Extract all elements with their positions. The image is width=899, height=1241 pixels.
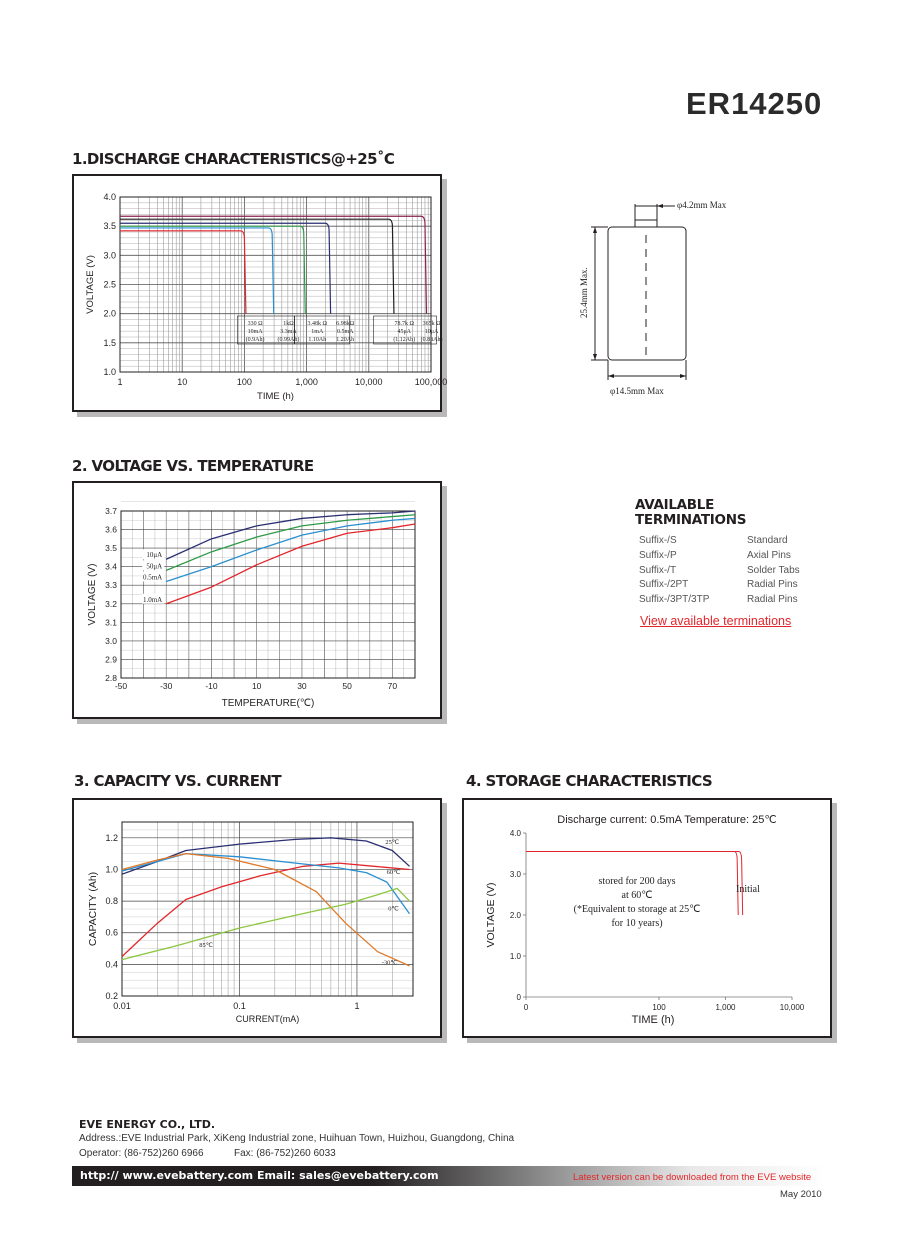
y-tick-label: 1.2 (105, 832, 118, 843)
x-tick-label: 10 (251, 681, 262, 691)
annotation: Initial (736, 884, 760, 895)
x-tick-label: 0.01 (113, 1001, 131, 1011)
series-label: 10μA (146, 551, 163, 560)
discharge-line (120, 219, 394, 314)
annotation: (*Equivalent to storage at 25℃ (573, 904, 701, 915)
discharge-load-label: 0.5mA (336, 329, 354, 335)
discharge-load-label: (0.99Ah) (277, 337, 300, 343)
x-tick-label: 1 (117, 377, 123, 387)
discharge-load-label: 1.20Ah (336, 337, 355, 343)
x-tick-label: 1,000 (715, 1003, 736, 1012)
terminal-diameter-label: φ4.2mm Max (677, 200, 727, 210)
x-tick-label: 10 (177, 377, 188, 387)
y-tick-label: 0.8 (105, 896, 118, 907)
x-tick-label: 0.1 (233, 1001, 246, 1011)
series-label: 25℃ (385, 839, 400, 847)
y-tick-label: 2.9 (105, 654, 117, 665)
y-tick-label: 2.8 (105, 673, 117, 683)
series-label: 0℃ (388, 905, 399, 913)
height-label: 25.4mm Max. (579, 267, 589, 318)
y-tick-label: 1.0 (105, 864, 118, 875)
discharge-chart-frame (72, 174, 448, 412)
y-tick-label: 0 (516, 993, 521, 1002)
x-tick-label: 70 (387, 681, 398, 691)
termination-type: Solder Tabs (747, 564, 800, 576)
latest-version-note: Latest version can be downloaded from the EVE website (573, 1172, 812, 1183)
series-label: 85℃ (199, 941, 214, 949)
termination-row (639, 593, 800, 608)
termination-suffix: Suffix-/3PT/3TP (639, 594, 710, 606)
discharge-load-label: 1mA (311, 329, 324, 335)
terminations-title-line2: TERMINATIONS (635, 512, 747, 528)
x-axis-label: TEMPERATURE(℃) (221, 698, 315, 709)
termination-row (639, 578, 800, 593)
x-axis-label: TIME (h) (257, 391, 294, 402)
x-tick-label: 50 (342, 681, 352, 691)
series-label: 50μA (146, 562, 163, 571)
model-number: ER14250 (686, 86, 823, 121)
document-date: May 2010 (780, 1189, 822, 1200)
website-email[interactable]: http:// www.evebattery.com Email: sales@evebattery.com (80, 1169, 439, 1182)
discharge-load-label: 6.98kΩ (336, 321, 355, 327)
termination-row (639, 549, 800, 564)
discharge-load-label: (1.12Ah) (393, 337, 416, 343)
annotation: stored for 200 days (598, 876, 676, 887)
y-tick-label: 1.0 (509, 952, 521, 961)
y-axis-label: VOLTAGE (V) (485, 882, 497, 948)
storage-chart-frame (462, 798, 832, 1038)
annotation: for 10 years) (611, 918, 663, 929)
series-label: 60℃ (386, 869, 401, 877)
annotation: at 60℃ (621, 890, 653, 901)
termination-type: Radial Pins (747, 594, 798, 606)
x-tick-label: 10,000 (355, 377, 383, 387)
y-tick-label: 2.0 (103, 308, 116, 319)
termination-suffix: Suffix-/2PT (639, 579, 689, 591)
y-axis-label: VOLTAGE (V) (87, 563, 98, 626)
discharge-load-label: 3.48k Ω (307, 321, 328, 327)
y-tick-label: 1.5 (103, 337, 116, 348)
x-tick-label: 1,000 (295, 377, 318, 387)
discharge-load-label: 78.7k Ω (394, 321, 414, 327)
discharge-load-label: 330 Ω (247, 321, 263, 327)
x-tick-label: -50 (114, 681, 128, 691)
discharge-load-label: (0.9Ah) (245, 337, 265, 343)
y-tick-label: 3.5 (105, 543, 117, 554)
storage-chart (464, 800, 830, 1036)
termination-suffix: Suffix-/T (639, 564, 677, 576)
x-tick-label: 1 (354, 1001, 360, 1011)
discharge-line (120, 226, 305, 314)
discharge-load-label: (0.88Ah) (420, 337, 443, 343)
discharge-load-label: 10mA (247, 329, 263, 335)
y-tick-label: 3.0 (509, 870, 521, 879)
y-axis-label: CAPACITY (Ah) (87, 871, 99, 947)
series-label: -30℃ (381, 959, 398, 967)
discharge-line (120, 223, 331, 313)
capacity-chart-frame (72, 798, 442, 1038)
capacity-series-line (122, 838, 410, 877)
voltage-temp-chart (74, 483, 440, 717)
y-tick-label: 2.0 (509, 911, 521, 920)
capacity-series-line (122, 854, 410, 914)
y-tick-label: 3.4 (105, 561, 117, 572)
y-tick-label: 0.2 (105, 991, 118, 1001)
section-title-voltage-temp: 2. VOLTAGE VS. TEMPERATURE (72, 457, 314, 475)
chart-title: Discharge current: 0.5mA Temperature: 25℃ (557, 814, 777, 826)
y-tick-label: 3.5 (103, 221, 116, 232)
y-tick-label: 0.4 (105, 959, 118, 970)
company-fax: Fax: (86-752)260 6033 (234, 1148, 336, 1159)
discharge-load-label: 3.3mA (280, 329, 297, 335)
termination-row (639, 564, 800, 579)
y-axis-label: VOLTAGE (V) (85, 255, 96, 314)
x-tick-label: 0 (523, 1003, 529, 1012)
capacity-series-line (122, 888, 410, 959)
y-tick-label: 3.0 (103, 250, 116, 261)
termination-suffix: Suffix-/P (639, 549, 677, 561)
termination-type: Axial Pins (747, 549, 791, 561)
terminations-title (635, 498, 746, 528)
section-title-discharge: 1.DISCHARGE CHARACTERISTICS@+25˚C (72, 150, 395, 168)
discharge-load-label: 1kΩ (283, 321, 294, 327)
y-tick-label: 2.5 (103, 279, 116, 290)
discharge-chart (74, 176, 448, 410)
y-tick-label: 3.3 (105, 580, 117, 591)
company-address: Address.:EVE Industrial Park, XiKeng Industrial zone, Huihuan Town, Huizhou, Guangdong, China (79, 1133, 515, 1144)
section-title-capacity: 3. CAPACITY VS. CURRENT (74, 772, 281, 790)
termination-type: Standard (747, 535, 788, 546)
discharge-load-label: 45μA (397, 329, 412, 335)
y-tick-label: 4.0 (103, 192, 116, 202)
discharge-load-label: 1.10Ah (308, 337, 327, 343)
y-tick-label: 4.0 (509, 829, 521, 838)
voltage-temp-chart-frame (72, 481, 442, 719)
section-title-storage: 4. STORAGE CHARACTERISTICS (466, 772, 713, 790)
x-tick-label: 30 (297, 681, 307, 691)
x-tick-label: 100 (652, 1003, 666, 1012)
x-tick-label: -10 (205, 681, 218, 691)
y-tick-label: 3.0 (105, 635, 117, 646)
y-tick-label: 3.1 (105, 617, 117, 628)
discharge-line (120, 228, 274, 314)
company-name: EVE ENERGY CO., LTD. (79, 1118, 216, 1131)
y-tick-label: 0.6 (105, 927, 118, 938)
discharge-load-label: 10μA (424, 329, 439, 335)
termination-type: Radial Pins (747, 579, 798, 591)
capacity-chart (74, 800, 440, 1036)
termination-suffix: Suffix-/S (639, 535, 677, 546)
company-operator: Operator: (86-752)260 6966 (79, 1148, 204, 1159)
y-tick-label: 3.2 (105, 598, 117, 609)
termination-row (639, 534, 800, 549)
series-label: 1.0mA (142, 595, 163, 604)
x-tick-label: 100 (236, 377, 252, 387)
x-tick-label: 100,000 (414, 377, 448, 387)
view-terminations-link[interactable]: View available terminations (640, 614, 792, 628)
terminations-table (639, 534, 800, 608)
x-axis-label: CURRENT(mA) (235, 1014, 300, 1024)
discharge-load-label: 365k Ω (422, 321, 441, 327)
y-tick-label: 3.6 (105, 524, 117, 535)
body-diameter-label: φ14.5mm Max (610, 386, 664, 396)
x-tick-label: 10,000 (779, 1003, 805, 1012)
battery-dimension-drawing (575, 190, 725, 400)
x-tick-label: -30 (160, 681, 173, 691)
series-label: 0.5mA (142, 573, 163, 582)
y-tick-label: 1.0 (103, 367, 116, 377)
y-tick-label: 3.7 (105, 506, 117, 516)
terminations-title-line1: AVAILABLE (635, 497, 714, 513)
x-axis-label: TIME (h) (631, 1014, 675, 1026)
